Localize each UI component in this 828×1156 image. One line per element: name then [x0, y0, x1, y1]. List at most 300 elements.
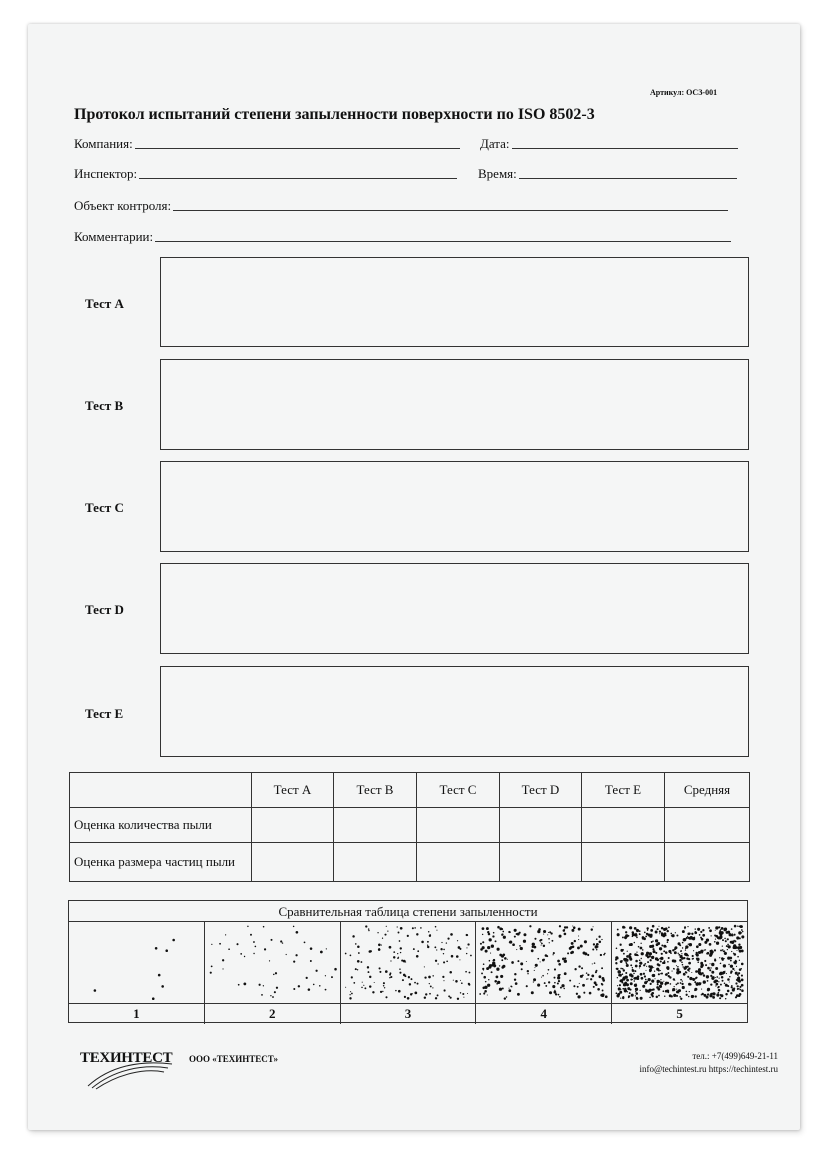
- dust-particle: [738, 979, 740, 981]
- dust-particle: [407, 976, 409, 978]
- dust-particle: [685, 971, 687, 973]
- cell[interactable]: [417, 808, 500, 843]
- dust-particle: [443, 989, 445, 991]
- dust-particle: [272, 996, 274, 998]
- dust-particle: [702, 934, 705, 937]
- cell[interactable]: [500, 843, 582, 882]
- dust-particle: [721, 931, 724, 934]
- dust-particle: [676, 971, 679, 974]
- dust-particle: [414, 992, 417, 995]
- dust-particle: [689, 943, 692, 946]
- dust-particle: [269, 960, 270, 961]
- dust-particle: [619, 984, 621, 986]
- cell[interactable]: [665, 808, 750, 843]
- dust-particle: [521, 962, 524, 965]
- dust-particle: [633, 977, 635, 979]
- dust-particle: [503, 931, 505, 933]
- techintest-logo: [80, 1046, 176, 1090]
- cell[interactable]: [252, 808, 334, 843]
- dust-particle: [605, 995, 608, 998]
- dust-particle: [94, 989, 97, 992]
- dust-particle: [541, 942, 542, 943]
- dust-particle: [705, 964, 707, 966]
- dust-particle: [554, 991, 557, 994]
- dust-particle: [434, 946, 436, 948]
- comments-line[interactable]: [155, 240, 731, 242]
- dust-particle: [678, 992, 679, 993]
- dust-particle: [535, 938, 537, 940]
- cell[interactable]: [417, 843, 500, 882]
- dust-particle: [517, 993, 520, 996]
- dust-particle: [599, 936, 601, 938]
- dust-particle: [645, 979, 647, 981]
- dust-particle: [515, 982, 518, 985]
- dust-particle: [434, 997, 436, 999]
- dust-particle: [360, 961, 362, 963]
- dust-particle: [586, 972, 588, 974]
- dust-particle: [440, 948, 442, 950]
- dust-particle: [699, 934, 701, 936]
- dust-particle: [652, 940, 653, 942]
- dust-particle: [524, 933, 527, 936]
- dust-particle: [488, 979, 489, 980]
- time-field[interactable]: [478, 166, 737, 182]
- cell[interactable]: [334, 843, 417, 882]
- dust-particle: [707, 952, 710, 955]
- dust-particle: [225, 934, 226, 935]
- dust-particle: [448, 995, 450, 997]
- dust-particle: [646, 966, 647, 967]
- cell[interactable]: [500, 808, 582, 843]
- dust-particle: [487, 946, 490, 949]
- inspector-line[interactable]: [139, 177, 457, 179]
- dust-particle: [369, 976, 371, 978]
- dust-particle: [688, 932, 691, 935]
- dust-particle: [718, 937, 720, 939]
- dust-particle: [665, 927, 668, 930]
- cell[interactable]: [665, 843, 750, 882]
- dust-particle: [414, 982, 416, 984]
- object-field[interactable]: [74, 198, 728, 214]
- dust-particle: [499, 965, 500, 966]
- dust-particle: [483, 970, 484, 971]
- dust-particle: [645, 963, 647, 965]
- dust-particle: [558, 974, 561, 977]
- dust-particle: [708, 927, 710, 929]
- object-label: Объект контроля:: [74, 198, 172, 213]
- dust-particle: [514, 936, 516, 938]
- dust-particle: [593, 926, 594, 927]
- dust-particle: [727, 978, 730, 981]
- inspector-field[interactable]: [74, 166, 457, 182]
- dust-particle: [380, 991, 382, 993]
- dust-particle: [652, 974, 655, 977]
- dust-particle: [520, 947, 523, 950]
- logo-swoosh-icon: [80, 1046, 176, 1090]
- dust-particle: [627, 991, 628, 992]
- dust-particle: [457, 940, 458, 941]
- dust-particle: [695, 928, 696, 929]
- dust-particle: [738, 949, 739, 950]
- dust-particle: [280, 940, 282, 942]
- dust-particle: [637, 977, 640, 980]
- dust-particle: [541, 977, 542, 978]
- dust-particle: [688, 962, 691, 965]
- cell[interactable]: [582, 808, 665, 843]
- dust-particle: [736, 936, 739, 939]
- dust-particle: [487, 984, 490, 987]
- time-label: Время:: [478, 166, 517, 181]
- dust-particle: [351, 993, 353, 995]
- dust-particle: [590, 978, 592, 980]
- table-row: [70, 808, 750, 843]
- dust-particle: [717, 994, 720, 997]
- dust-particle: [707, 988, 710, 991]
- dust-particle: [442, 976, 444, 978]
- dust-particle: [411, 927, 413, 929]
- dust-particle: [558, 980, 560, 982]
- dust-particle: [617, 985, 618, 986]
- dust-particle: [661, 953, 663, 955]
- dust-particle: [682, 942, 684, 944]
- dust-particle: [361, 987, 362, 989]
- dust-particle: [688, 944, 689, 945]
- dust-particle: [669, 950, 672, 953]
- dust-particle: [724, 952, 727, 955]
- dust-particle: [155, 947, 158, 950]
- dust-particle: [548, 969, 550, 971]
- dust-particle: [642, 949, 644, 951]
- dust-particle: [253, 953, 254, 954]
- dust-particle: [711, 935, 712, 936]
- dust-particle: [325, 975, 326, 976]
- dust-particle: [621, 960, 623, 962]
- dust-particle: [588, 974, 590, 976]
- dust-particle: [276, 987, 278, 989]
- dust-particle: [616, 968, 618, 970]
- dust-particle: [598, 988, 601, 991]
- dust-particle: [642, 979, 643, 980]
- dust-particle: [631, 994, 634, 997]
- dust-particle: [677, 982, 679, 984]
- dust-particle: [580, 945, 583, 948]
- dust-particle: [685, 945, 688, 948]
- dust-particle: [429, 934, 430, 935]
- dust-particle: [722, 949, 724, 951]
- dust-particle: [667, 982, 669, 984]
- dust-particle: [559, 925, 561, 927]
- dust-particle: [687, 936, 688, 937]
- dust-particle: [416, 955, 419, 958]
- dust-particle: [710, 963, 711, 964]
- dust-particle: [659, 933, 660, 934]
- dust-particle: [620, 968, 622, 970]
- dust-particle: [503, 965, 506, 968]
- dust-particle: [694, 937, 695, 938]
- header-test-a: Тест А: [252, 773, 334, 808]
- dust-particle: [724, 927, 727, 930]
- dust-particle: [722, 980, 724, 982]
- dust-particle: [512, 961, 515, 964]
- dust-particle: [649, 997, 651, 999]
- dust-particle: [656, 943, 659, 946]
- date-line[interactable]: [512, 147, 738, 149]
- dust-particle: [653, 967, 654, 968]
- dust-particle: [707, 980, 709, 982]
- dust-particle: [730, 965, 733, 968]
- time-line[interactable]: [519, 177, 737, 179]
- dust-particle: [674, 953, 675, 954]
- dust-particle: [427, 941, 429, 943]
- dust-particle: [441, 942, 442, 943]
- dust-particle: [710, 952, 713, 955]
- dust-particle: [740, 986, 742, 988]
- dust-particle: [589, 992, 592, 995]
- dust-particle: [632, 967, 633, 968]
- dust-particle: [632, 979, 633, 980]
- dust-particle: [687, 966, 689, 968]
- dust-particle: [704, 960, 706, 962]
- dust-particle: [452, 980, 453, 981]
- dust-particle: [638, 946, 640, 948]
- dust-particle: [742, 931, 743, 933]
- dust-particle: [659, 947, 662, 950]
- dust-particle: [466, 953, 467, 954]
- dust-particle: [593, 986, 595, 988]
- dust-particle: [357, 960, 360, 963]
- dust-particle: [636, 997, 638, 999]
- dust-particle: [424, 976, 426, 978]
- dust-particle: [669, 994, 672, 997]
- dust-particle: [661, 972, 663, 974]
- dust-particle: [646, 933, 648, 935]
- dust-particle: [579, 939, 580, 940]
- dust-particle: [499, 988, 502, 991]
- dust-particle: [640, 997, 643, 1000]
- cell[interactable]: [334, 808, 417, 843]
- dust-particle: [349, 955, 351, 957]
- dust-particle: [596, 943, 599, 946]
- dust-sample-1: [69, 922, 205, 1003]
- dust-particle: [671, 933, 673, 935]
- dust-particle: [655, 939, 658, 942]
- dust-particle: [712, 996, 715, 999]
- dust-particle: [432, 987, 433, 988]
- dust-particle: [500, 927, 503, 930]
- company-field[interactable]: [74, 136, 460, 152]
- dust-particle: [535, 964, 538, 967]
- dust-particle: [462, 993, 464, 995]
- dust-particle: [538, 958, 540, 960]
- dust-particle: [691, 972, 692, 973]
- dust-particle: [416, 983, 418, 985]
- dust-particle: [731, 941, 734, 944]
- date-field[interactable]: [480, 136, 738, 152]
- dust-particle: [385, 926, 386, 927]
- dust-particle: [620, 980, 622, 982]
- dust-particle: [626, 959, 629, 962]
- dust-particle: [726, 973, 727, 974]
- dust-particle: [594, 981, 597, 984]
- dust-particle: [722, 973, 724, 975]
- header-test-d: Тест D: [500, 773, 582, 808]
- dust-particle: [734, 934, 736, 936]
- dust-particle: [421, 941, 424, 944]
- dust-particle: [428, 983, 429, 984]
- test-d-label: Тест D: [85, 602, 124, 617]
- dust-particle: [443, 980, 444, 981]
- test-a-box[interactable]: [160, 257, 749, 347]
- dust-particle: [726, 993, 728, 995]
- dust-particle: [357, 945, 359, 948]
- dust-particle: [650, 935, 652, 937]
- test-b-box[interactable]: [160, 359, 749, 450]
- dust-particle: [516, 933, 518, 935]
- date-label: Дата:: [480, 136, 510, 151]
- dust-particle: [485, 990, 488, 993]
- dust-particle: [668, 927, 670, 929]
- dust-particle: [659, 931, 661, 933]
- dust-particle: [349, 997, 351, 999]
- cell[interactable]: [582, 843, 665, 882]
- dust-particle: [459, 992, 460, 993]
- dust-particle: [573, 925, 574, 926]
- dust-particle: [682, 983, 684, 985]
- dust-particle: [518, 960, 520, 962]
- dust-particle: [698, 982, 701, 985]
- dust-particle: [354, 968, 356, 970]
- dust-particle: [734, 925, 737, 928]
- dust-particle: [504, 957, 507, 960]
- dust-particle: [165, 949, 168, 952]
- header-empty: [70, 773, 252, 808]
- test-d-box[interactable]: [160, 563, 749, 654]
- dust-particle: [641, 958, 642, 959]
- dust-particle: [659, 985, 662, 988]
- dust-particle: [650, 929, 653, 932]
- dust-particle: [738, 944, 740, 946]
- dust-particle: [599, 941, 602, 944]
- dust-particle: [635, 988, 638, 991]
- dust-particle: [693, 995, 695, 997]
- dust-particle: [727, 990, 730, 993]
- dust-particle: [562, 984, 565, 987]
- dust-particle: [382, 991, 383, 992]
- dust-particle: [698, 961, 700, 963]
- dust-particle: [293, 926, 295, 928]
- dust-particle: [695, 970, 698, 973]
- dust-particle: [656, 968, 659, 971]
- dust-particle: [583, 984, 586, 987]
- dust-particle: [695, 978, 696, 979]
- dust-particle: [592, 974, 595, 977]
- dust-particle: [619, 991, 622, 994]
- dust-particle: [487, 994, 488, 995]
- comments-field[interactable]: [74, 229, 731, 245]
- level-5: 5: [676, 1006, 683, 1021]
- dust-particle: [688, 967, 690, 969]
- dust-particle: [725, 998, 726, 999]
- dust-particle: [741, 935, 744, 938]
- dust-particle: [639, 930, 641, 932]
- header-test-c: Тест С: [417, 773, 500, 808]
- dust-particle: [740, 989, 742, 991]
- dust-particle: [734, 970, 735, 971]
- dust-particle: [544, 959, 546, 961]
- dust-particle: [639, 962, 642, 965]
- dust-particle: [482, 972, 484, 974]
- dust-particle: [665, 983, 667, 985]
- dust-particle: [635, 965, 638, 968]
- dust-particle: [667, 939, 669, 941]
- dust-particle: [735, 996, 737, 998]
- object-line[interactable]: [173, 209, 728, 211]
- dust-particle: [456, 955, 459, 958]
- dust-particle: [657, 983, 659, 985]
- dust-particle: [574, 940, 576, 942]
- dust-particle: [558, 960, 561, 963]
- test-c-box[interactable]: [160, 461, 749, 552]
- dust-particle: [500, 975, 503, 978]
- dust-particle: [676, 965, 677, 966]
- dust-particle: [334, 968, 337, 971]
- dust-particle: [501, 955, 504, 958]
- dust-particle: [616, 992, 618, 994]
- dust-particle: [672, 959, 675, 962]
- dust-particle: [553, 985, 556, 988]
- dust-particle: [741, 989, 744, 992]
- cell[interactable]: [252, 843, 334, 882]
- dust-particle: [546, 985, 548, 987]
- dust-particle: [390, 976, 392, 978]
- dust-particle: [649, 945, 652, 948]
- dust-particle: [702, 952, 704, 954]
- dust-particle: [625, 931, 627, 933]
- dust-particle: [236, 943, 238, 945]
- company-line[interactable]: [135, 147, 460, 149]
- dust-particle: [647, 952, 649, 954]
- dust-particle: [467, 943, 469, 945]
- dust-particle: [344, 953, 346, 955]
- dust-particle: [689, 977, 692, 980]
- dust-particle: [493, 960, 494, 962]
- dust-particle: [559, 996, 561, 998]
- dust-particle: [382, 982, 384, 984]
- test-e-box[interactable]: [160, 666, 749, 757]
- dust-particle: [356, 969, 357, 970]
- company-name: ООО «ТЕХИНТЕСТ»: [189, 1054, 279, 1064]
- dust-particle: [502, 934, 504, 936]
- header-test-b: Тест В: [334, 773, 417, 808]
- dust-particle: [320, 951, 323, 954]
- dust-particle: [734, 962, 737, 965]
- dust-particle: [600, 954, 602, 956]
- dust-particle: [639, 959, 641, 961]
- dust-particle: [381, 938, 382, 939]
- dust-particle: [455, 980, 458, 983]
- dust-particle: [617, 933, 620, 936]
- dust-particle: [667, 967, 670, 970]
- dust-particle: [660, 957, 663, 960]
- dust-particle: [684, 967, 687, 970]
- dust-particle: [425, 993, 427, 995]
- dust-particle: [636, 937, 638, 939]
- dust-particle: [436, 949, 437, 950]
- dust-particle: [706, 996, 709, 999]
- dust-particle: [665, 973, 668, 976]
- dust-particle: [679, 959, 682, 962]
- dust-particle: [581, 967, 583, 969]
